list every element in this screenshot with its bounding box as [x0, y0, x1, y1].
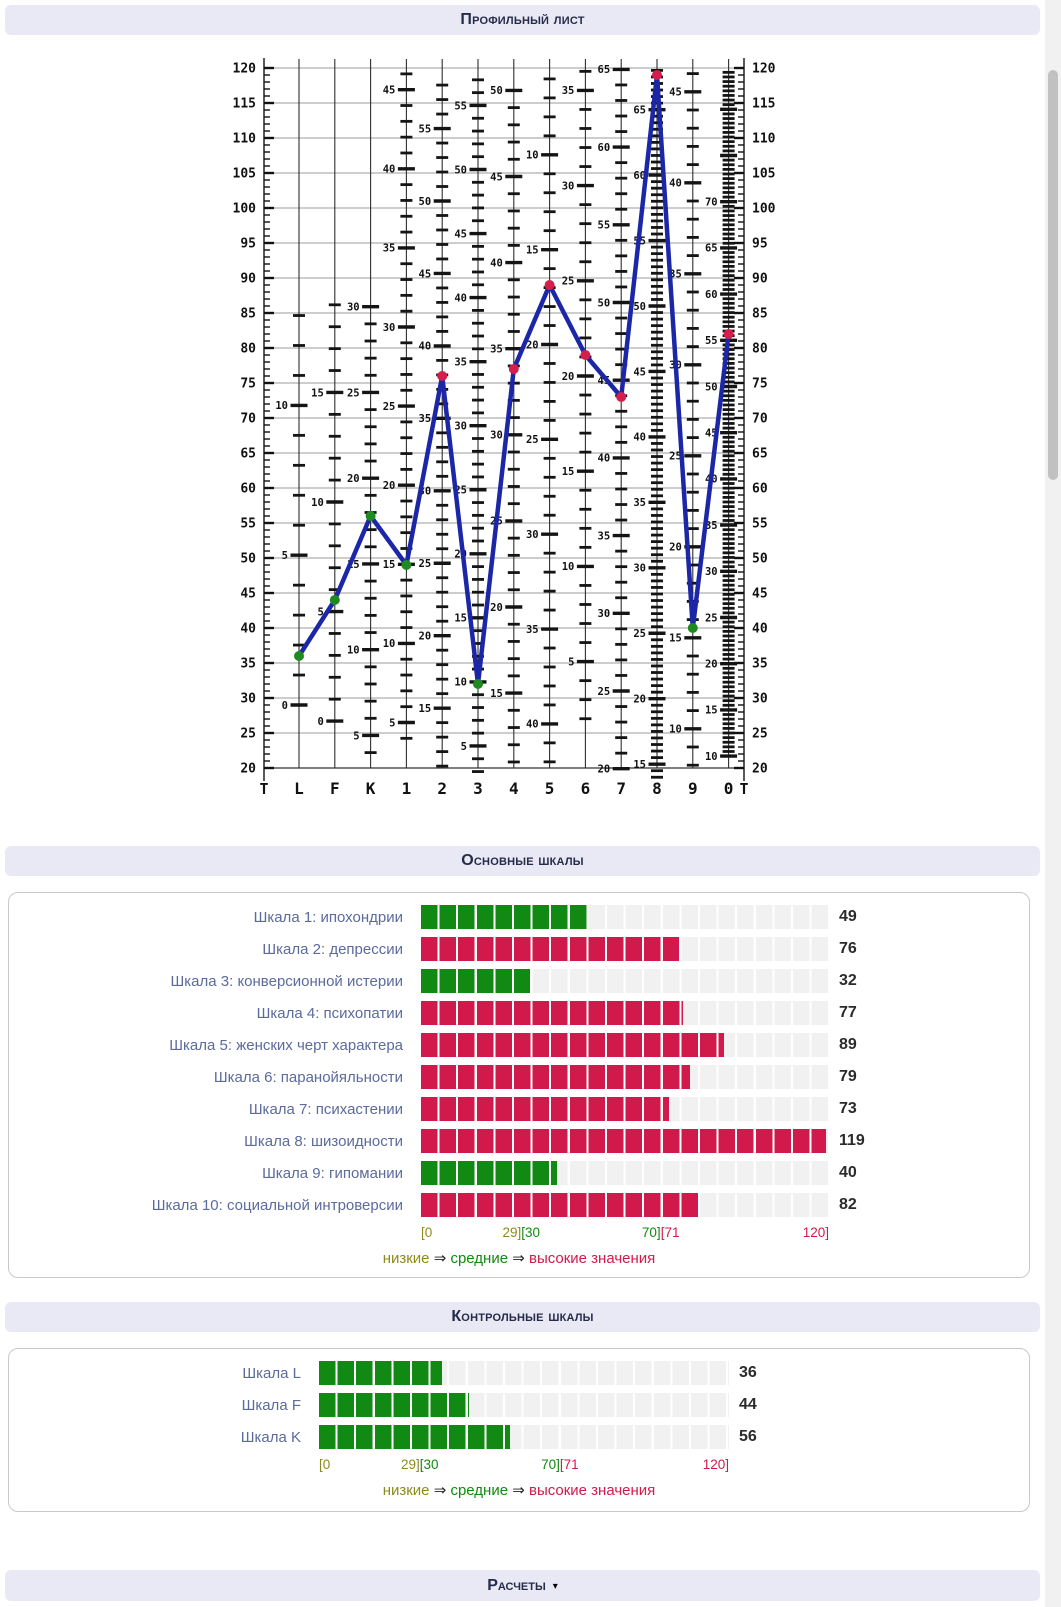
- svg-text:100: 100: [752, 201, 776, 217]
- svg-text:30: 30: [240, 691, 256, 707]
- svg-text:30: 30: [633, 562, 646, 575]
- calculations-title: Расчеты: [487, 1576, 546, 1594]
- svg-text:10: 10: [454, 676, 467, 689]
- scale-value: 119: [839, 1132, 865, 1149]
- svg-text:10: 10: [669, 723, 682, 736]
- svg-text:95: 95: [752, 236, 768, 252]
- svg-text:40: 40: [382, 163, 396, 176]
- svg-text:5: 5: [389, 717, 396, 730]
- svg-text:40: 40: [240, 621, 256, 637]
- svg-text:120: 120: [752, 61, 776, 77]
- svg-text:50: 50: [597, 297, 611, 310]
- svg-text:30: 30: [752, 691, 768, 707]
- scale-label: Шкала 9: гипомании: [262, 1164, 403, 1182]
- svg-text:15: 15: [669, 632, 682, 645]
- svg-text:35: 35: [382, 242, 396, 255]
- svg-text:0: 0: [723, 779, 734, 798]
- svg-text:T: T: [739, 780, 749, 798]
- scale-bar: [421, 937, 829, 961]
- legend-text: низкие: [382, 1482, 430, 1499]
- svg-text:115: 115: [232, 96, 256, 112]
- svg-text:70: 70: [240, 411, 256, 427]
- svg-text:45: 45: [669, 86, 682, 99]
- scale-label: Шкала 4: психопатии: [256, 1004, 403, 1022]
- control-scales-rows: [9, 1361, 1029, 1449]
- svg-text:5: 5: [353, 730, 360, 743]
- svg-text:10: 10: [311, 496, 324, 509]
- svg-text:35: 35: [418, 413, 432, 426]
- scale-bar-fill: [421, 1033, 724, 1057]
- scale-bar: [421, 1161, 829, 1185]
- scale-row: [9, 937, 1029, 961]
- svg-text:80: 80: [240, 341, 256, 357]
- svg-text:25: 25: [633, 628, 646, 641]
- axis-marker: [0: [319, 1457, 331, 1472]
- page-scrollbar[interactable]: [1045, 0, 1061, 1607]
- svg-text:65: 65: [704, 242, 718, 255]
- svg-text:40: 40: [669, 177, 682, 190]
- svg-text:70: 70: [752, 411, 768, 427]
- axis-marker: 29][30: [401, 1457, 439, 1472]
- scale-value: 36: [739, 1364, 757, 1381]
- svg-text:40: 40: [418, 340, 432, 353]
- svg-text:120: 120: [232, 61, 256, 77]
- scale-bar: [421, 1033, 829, 1057]
- svg-text:25: 25: [454, 484, 467, 497]
- legend-text: низкие: [382, 1250, 430, 1267]
- svg-text:10: 10: [561, 561, 575, 574]
- scale-bar: [319, 1361, 729, 1385]
- svg-text:105: 105: [232, 166, 256, 182]
- svg-text:F: F: [329, 779, 340, 798]
- svg-text:100: 100: [232, 201, 256, 217]
- svg-text:20: 20: [240, 761, 256, 777]
- svg-text:10: 10: [382, 638, 396, 651]
- svg-text:45: 45: [454, 228, 467, 241]
- svg-text:80: 80: [752, 341, 768, 357]
- scale-bar-fill: [421, 905, 588, 929]
- legend-text: ⇒: [429, 1482, 451, 1499]
- main-scales-legend: [9, 1249, 1029, 1267]
- scale-row: [9, 1001, 1029, 1025]
- scale-bar-fill: [421, 937, 679, 961]
- svg-text:40: 40: [597, 452, 611, 465]
- svg-text:45: 45: [490, 171, 503, 184]
- svg-text:20: 20: [704, 658, 718, 671]
- svg-text:30: 30: [490, 429, 503, 442]
- svg-text:10: 10: [704, 750, 718, 763]
- svg-text:95: 95: [240, 236, 256, 252]
- scale-bar: [421, 905, 829, 929]
- legend-text: ⇒: [508, 1250, 529, 1267]
- svg-text:30: 30: [382, 321, 396, 334]
- svg-text:110: 110: [232, 131, 256, 147]
- scale-row: [9, 905, 1029, 929]
- axis-marker: 120]: [802, 1225, 829, 1240]
- svg-text:9: 9: [687, 779, 698, 798]
- svg-text:60: 60: [704, 288, 718, 301]
- svg-text:45: 45: [240, 586, 256, 602]
- svg-text:30: 30: [561, 180, 575, 193]
- svg-text:70: 70: [704, 196, 718, 209]
- svg-text:35: 35: [633, 497, 646, 510]
- svg-text:40: 40: [490, 257, 503, 270]
- svg-text:40: 40: [704, 473, 718, 486]
- scale-bar-fill: [319, 1393, 469, 1417]
- svg-text:5: 5: [544, 779, 555, 798]
- svg-text:3: 3: [473, 779, 483, 798]
- svg-text:35: 35: [752, 656, 768, 672]
- svg-text:30: 30: [597, 608, 611, 621]
- svg-text:45: 45: [633, 366, 646, 379]
- scale-row: [9, 1361, 1029, 1385]
- svg-text:50: 50: [418, 195, 432, 208]
- scale-row: [9, 1129, 1029, 1153]
- scale-label: Шкала 8: шизоидности: [244, 1132, 403, 1150]
- scale-value: 56: [739, 1428, 757, 1445]
- control-scales-title: Контрольные шкалы: [451, 1308, 594, 1325]
- section-header-main-scales[interactable]: [5, 846, 1040, 876]
- main-scales-title: Основные шкалы: [461, 852, 584, 869]
- scale-bar-fill: [319, 1361, 442, 1385]
- svg-text:55: 55: [752, 516, 768, 532]
- svg-text:85: 85: [240, 306, 256, 322]
- scale-bar: [421, 1097, 829, 1121]
- svg-text:105: 105: [752, 166, 776, 182]
- scale-row: [9, 969, 1029, 993]
- axis-marker: 120]: [702, 1457, 729, 1472]
- svg-text:2: 2: [437, 779, 448, 798]
- svg-text:35: 35: [490, 343, 503, 356]
- legend-text: высокие значения: [528, 1482, 656, 1499]
- svg-text:90: 90: [240, 271, 256, 287]
- scale-bar: [319, 1425, 729, 1449]
- svg-text:30: 30: [669, 359, 682, 372]
- scale-row: [9, 1097, 1029, 1121]
- svg-text:20: 20: [346, 473, 360, 485]
- svg-text:20: 20: [633, 693, 646, 706]
- control-scales-axis-row: [9, 1457, 1029, 1477]
- control-scales-card: [8, 1348, 1030, 1512]
- scale-row: [9, 1425, 1029, 1449]
- profile-chart: [224, 53, 784, 805]
- scale-bar-fill: [421, 1001, 683, 1025]
- scale-label: Шкала F: [241, 1396, 301, 1414]
- svg-text:25: 25: [240, 726, 256, 742]
- scale-bar: [421, 1001, 829, 1025]
- svg-text:75: 75: [752, 376, 768, 392]
- svg-text:45: 45: [382, 84, 396, 97]
- svg-text:35: 35: [669, 268, 682, 281]
- svg-text:40: 40: [454, 292, 467, 305]
- svg-text:50: 50: [752, 551, 768, 567]
- legend-text: ⇒: [508, 1482, 529, 1499]
- svg-text:35: 35: [561, 85, 575, 98]
- svg-text:115: 115: [752, 96, 776, 112]
- scale-label: Шкала 7: психастении: [248, 1100, 403, 1118]
- svg-text:30: 30: [454, 420, 467, 433]
- scale-label: Шкала 1: ипохондрии: [253, 908, 403, 926]
- svg-text:50: 50: [454, 164, 467, 177]
- svg-text:8: 8: [652, 779, 662, 798]
- scale-value: 77: [839, 1004, 857, 1021]
- svg-text:65: 65: [240, 446, 256, 462]
- svg-text:55: 55: [704, 335, 718, 348]
- legend-text: ⇒: [429, 1250, 451, 1267]
- svg-text:25: 25: [418, 558, 432, 571]
- svg-text:30: 30: [418, 485, 432, 498]
- svg-text:5: 5: [568, 656, 575, 669]
- svg-text:15: 15: [704, 704, 718, 717]
- svg-text:35: 35: [454, 356, 467, 369]
- svg-text:55: 55: [418, 123, 432, 136]
- svg-text:35: 35: [597, 530, 611, 543]
- scale-label: Шкала 2: депрессии: [262, 940, 403, 958]
- svg-text:15: 15: [561, 466, 575, 478]
- scale-bar-fill: [421, 1129, 826, 1153]
- scale-bar-fill: [421, 1097, 669, 1121]
- svg-text:L: L: [294, 779, 304, 798]
- svg-text:45: 45: [418, 268, 432, 281]
- svg-text:25: 25: [346, 387, 360, 400]
- svg-text:20: 20: [669, 541, 682, 554]
- main-scales-card: [8, 892, 1030, 1278]
- svg-text:40: 40: [752, 621, 768, 637]
- scale-row: [9, 1161, 1029, 1185]
- svg-text:15: 15: [633, 758, 646, 771]
- svg-text:50: 50: [704, 381, 718, 394]
- svg-text:65: 65: [752, 446, 768, 462]
- scale-row: [9, 1065, 1029, 1089]
- svg-text:20: 20: [454, 548, 467, 561]
- section-header-control-scales[interactable]: [5, 1302, 1040, 1332]
- scale-value: 49: [839, 908, 857, 925]
- svg-text:25: 25: [752, 726, 768, 742]
- svg-text:15: 15: [418, 702, 432, 715]
- svg-text:65: 65: [633, 104, 646, 117]
- scale-value: 79: [839, 1068, 857, 1085]
- svg-text:7: 7: [616, 779, 627, 798]
- svg-text:T: T: [259, 780, 269, 798]
- svg-text:55: 55: [454, 100, 467, 113]
- axis-marker: [0: [421, 1225, 433, 1240]
- svg-text:20: 20: [525, 339, 539, 352]
- main-scales-axis: [421, 1225, 829, 1245]
- svg-text:25: 25: [597, 685, 611, 698]
- svg-text:5: 5: [460, 740, 467, 753]
- svg-text:10: 10: [525, 149, 539, 162]
- svg-text:35: 35: [525, 623, 539, 636]
- svg-text:15: 15: [490, 687, 503, 700]
- scale-value: 73: [839, 1100, 857, 1117]
- scale-label: Шкала 5: женских черт характера: [169, 1036, 403, 1054]
- svg-text:60: 60: [240, 481, 256, 497]
- svg-text:55: 55: [633, 235, 646, 248]
- scale-bar: [319, 1393, 729, 1417]
- svg-text:10: 10: [346, 644, 360, 657]
- scale-bar: [421, 1193, 829, 1217]
- scale-label: Шкала K: [240, 1428, 301, 1446]
- scale-row: [9, 1193, 1029, 1217]
- axis-marker: 70][71: [641, 1225, 680, 1240]
- svg-text:50: 50: [633, 300, 646, 313]
- svg-text:25: 25: [669, 450, 682, 463]
- svg-text:25: 25: [382, 400, 396, 413]
- svg-text:45: 45: [597, 375, 611, 387]
- axis-marker: 29][30: [502, 1225, 541, 1240]
- svg-text:85: 85: [752, 306, 768, 322]
- svg-text:35: 35: [704, 519, 718, 532]
- control-scales-axis: [319, 1457, 729, 1477]
- svg-text:30: 30: [525, 529, 539, 541]
- scale-value: 82: [839, 1196, 857, 1213]
- svg-text:25: 25: [561, 275, 575, 288]
- scale-value: 40: [839, 1164, 857, 1181]
- svg-text:30: 30: [346, 301, 360, 314]
- profile-chart-wrap: [224, 53, 784, 810]
- svg-text:90: 90: [752, 271, 768, 287]
- svg-text:4: 4: [508, 779, 519, 798]
- scale-bar-fill: [421, 1161, 557, 1185]
- svg-text:20: 20: [490, 601, 503, 614]
- scale-bar: [421, 969, 829, 993]
- svg-text:20: 20: [752, 761, 768, 777]
- svg-text:75: 75: [240, 376, 256, 392]
- legend-text: высокие значения: [528, 1250, 656, 1267]
- axis-marker: 70][71: [541, 1457, 579, 1472]
- svg-text:15: 15: [525, 244, 539, 257]
- svg-text:20: 20: [418, 630, 432, 643]
- scale-row: [9, 1393, 1029, 1417]
- scale-bar-fill: [421, 1193, 700, 1217]
- scale-row: [9, 1033, 1029, 1057]
- scale-bar: [421, 1129, 829, 1153]
- svg-text:110: 110: [752, 131, 776, 147]
- main-scales-axis-row: [9, 1225, 1029, 1245]
- svg-text:0: 0: [281, 699, 288, 712]
- legend-text: средние: [450, 1250, 509, 1267]
- svg-text:50: 50: [240, 551, 256, 567]
- svg-text:0: 0: [317, 715, 324, 728]
- svg-text:5: 5: [281, 550, 288, 562]
- svg-text:25: 25: [490, 515, 503, 528]
- scale-label: Шкала 3: конверсионной истерии: [170, 972, 403, 990]
- svg-text:45: 45: [704, 427, 718, 440]
- scale-label: Шкала 10: социальной интроверсии: [151, 1196, 403, 1214]
- svg-text:20: 20: [561, 370, 575, 383]
- scale-value: 76: [839, 940, 857, 957]
- scale-value: 89: [839, 1036, 857, 1053]
- svg-text:65: 65: [597, 64, 611, 77]
- section-header-calculations[interactable]: [5, 1570, 1040, 1601]
- svg-text:55: 55: [240, 516, 256, 532]
- svg-text:20: 20: [382, 480, 396, 492]
- scale-bar-fill: [319, 1425, 510, 1449]
- svg-text:15: 15: [346, 558, 360, 571]
- svg-text:40: 40: [633, 431, 646, 444]
- scale-bar-fill: [421, 969, 530, 993]
- svg-text:60: 60: [752, 481, 768, 497]
- scale-label: Шкала 6: паранойяльности: [213, 1068, 403, 1086]
- legend-text: средние: [450, 1482, 509, 1499]
- scale-value: 44: [739, 1396, 757, 1413]
- svg-text:10: 10: [275, 400, 288, 413]
- svg-text:30: 30: [704, 566, 718, 579]
- main-scales-rows: [9, 905, 1029, 1217]
- svg-text:5: 5: [317, 606, 324, 619]
- svg-text:K: K: [365, 779, 376, 798]
- scrollbar-thumb[interactable]: [1048, 70, 1058, 480]
- control-scales-legend: [9, 1481, 1029, 1499]
- svg-text:55: 55: [597, 219, 611, 232]
- svg-text:35: 35: [240, 656, 256, 672]
- section-header-profile-sheet[interactable]: [5, 5, 1040, 35]
- svg-text:6: 6: [580, 779, 591, 798]
- scale-bar: [421, 1065, 829, 1089]
- scale-value: 32: [839, 972, 857, 989]
- svg-text:25: 25: [525, 434, 539, 447]
- svg-text:60: 60: [597, 141, 611, 154]
- svg-text:1: 1: [401, 779, 412, 798]
- scale-bar-fill: [421, 1065, 690, 1089]
- scale-label: Шкала L: [242, 1364, 301, 1382]
- chevron-down-icon: ▾: [552, 1581, 558, 1592]
- svg-text:15: 15: [311, 387, 324, 400]
- profile-sheet-title: Профильный лист: [460, 11, 585, 28]
- svg-text:40: 40: [525, 718, 539, 731]
- svg-text:15: 15: [382, 559, 396, 572]
- svg-text:20: 20: [597, 763, 611, 776]
- svg-text:60: 60: [633, 169, 646, 182]
- svg-text:50: 50: [490, 85, 503, 98]
- svg-text:25: 25: [704, 612, 718, 625]
- svg-text:15: 15: [454, 612, 467, 625]
- svg-text:45: 45: [752, 586, 768, 602]
